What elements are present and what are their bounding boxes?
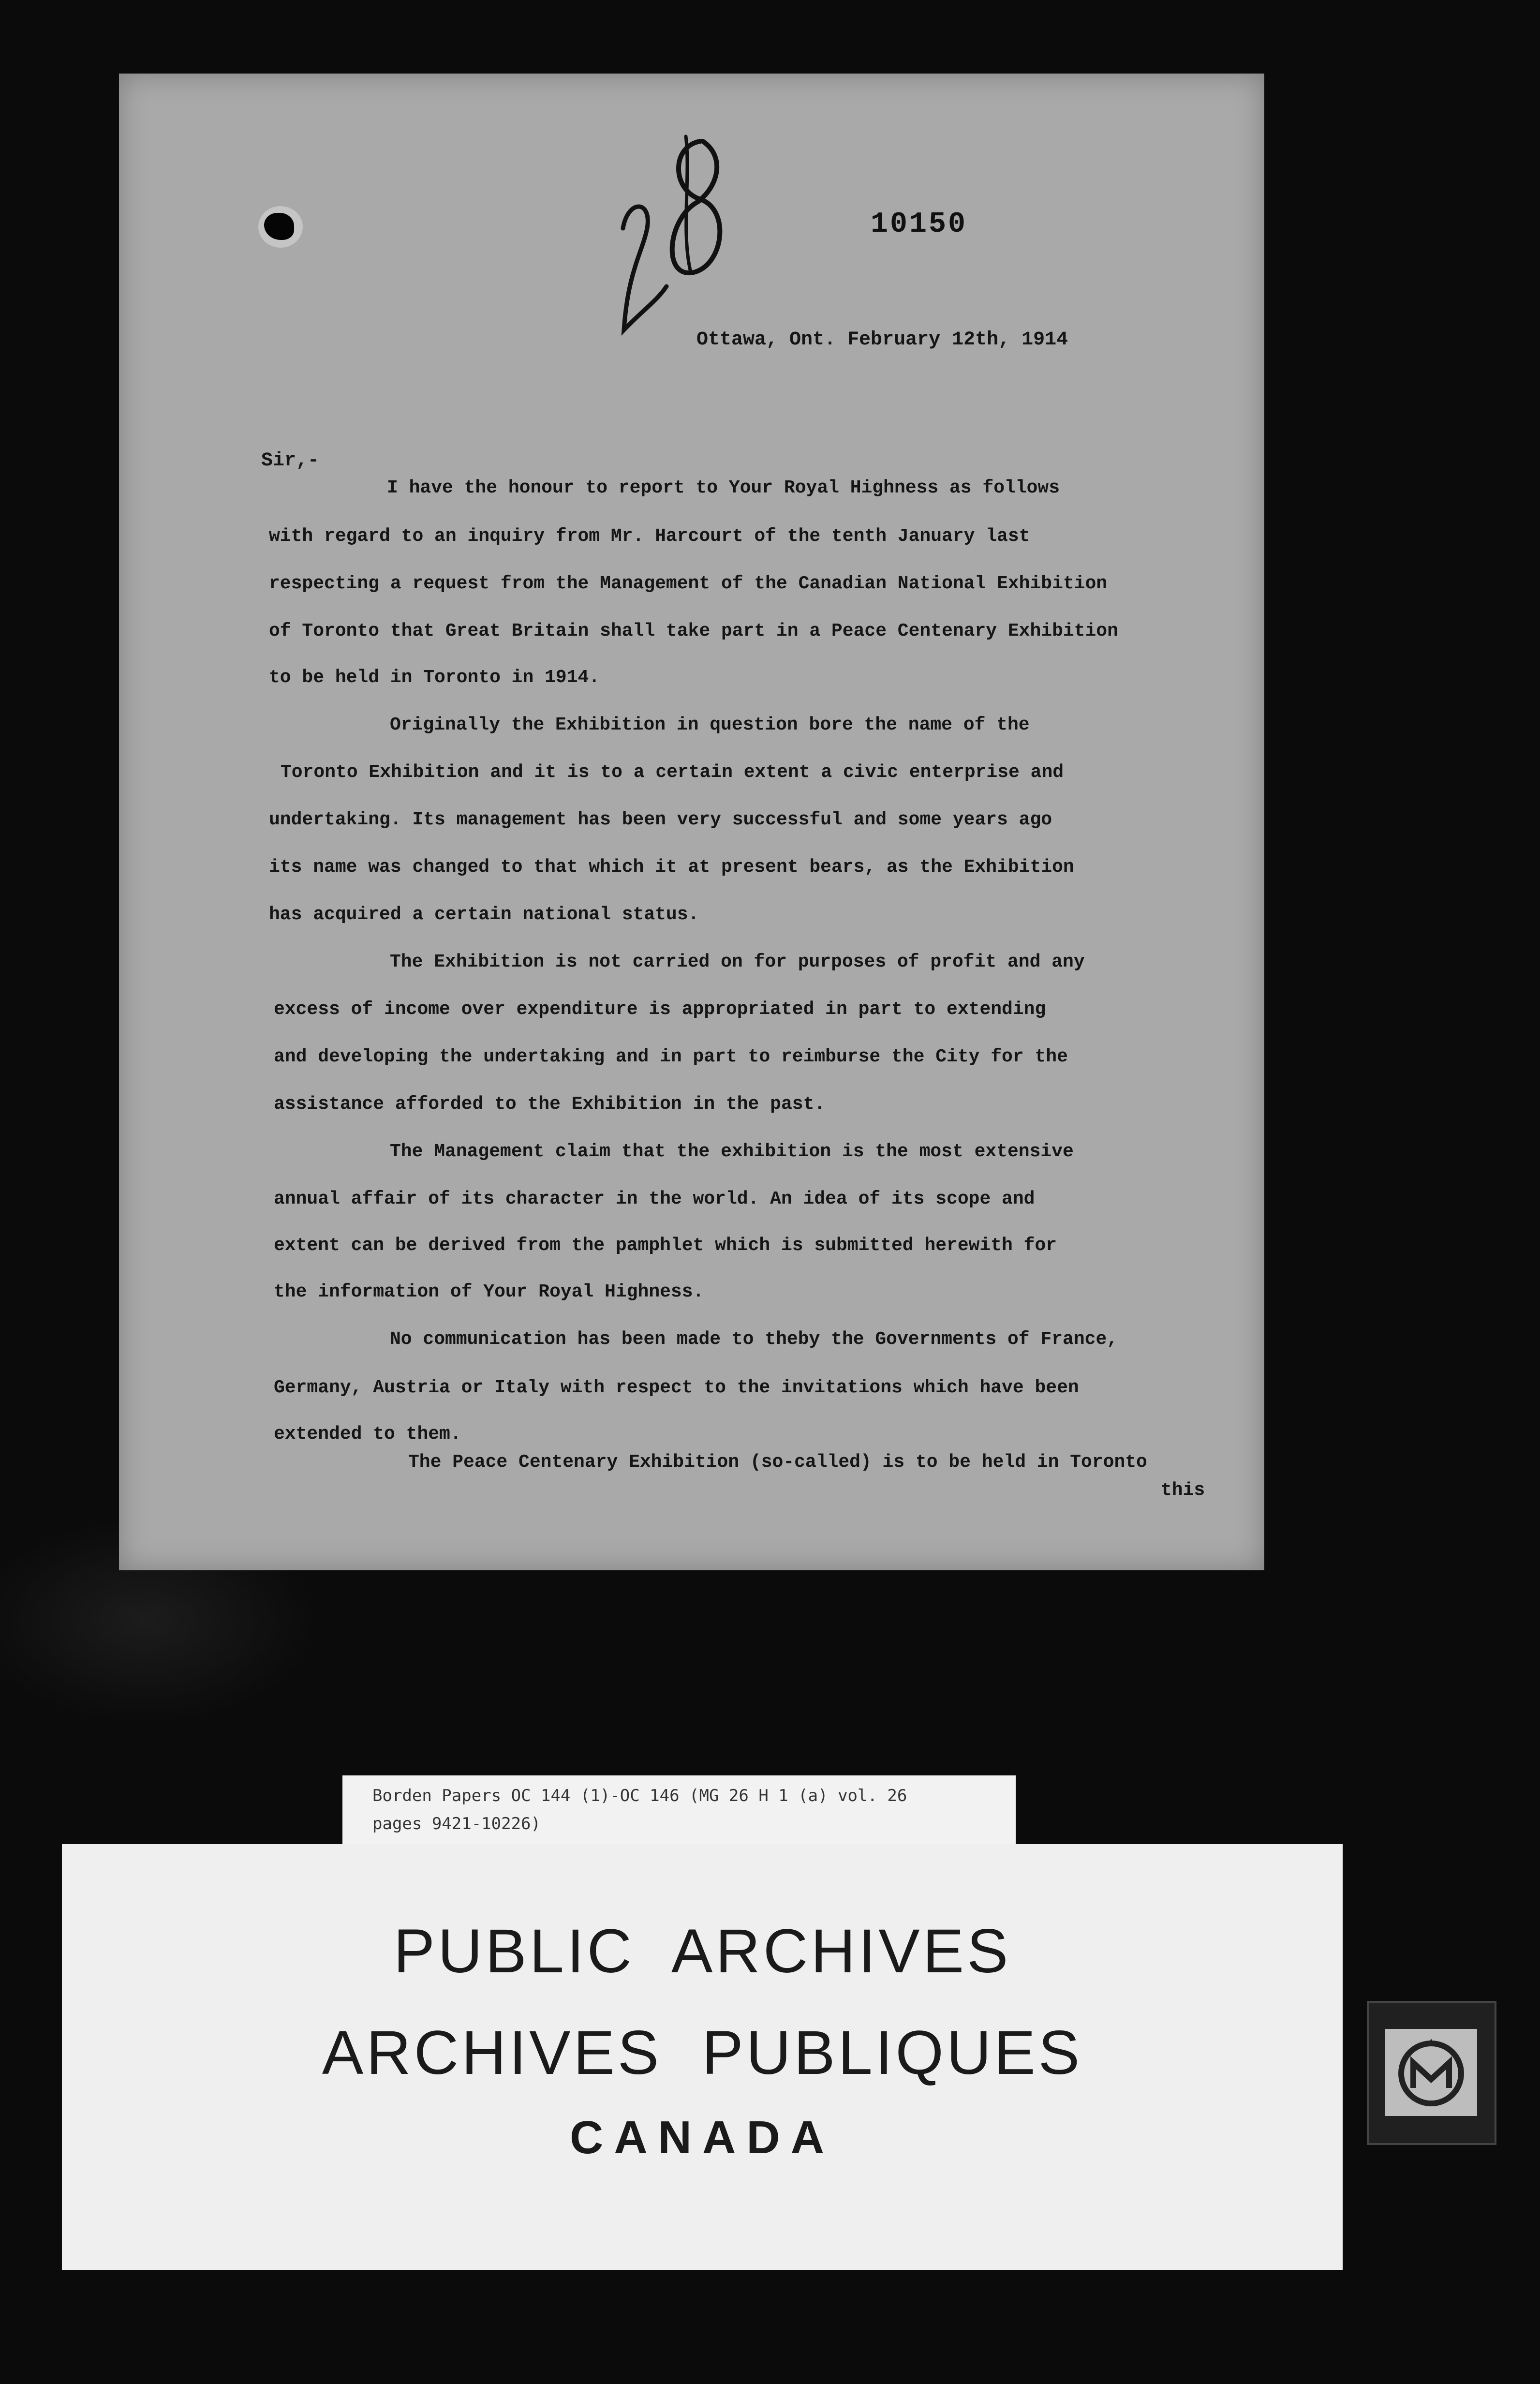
archives-title-english: PUBLIC ARCHIVES [393,1917,1011,1986]
letter-line: I have the honour to report to Your Royal Highness as follows [387,477,1060,498]
reference-label-line: pages 9421-10226) [372,1814,541,1833]
document-number: 10150 [871,208,968,241]
letter-line: respecting a request from the Management of the Canadian National Exhibition [269,573,1108,594]
seal-emblem-icon [1385,2029,1477,2116]
reference-label [342,1775,1016,1849]
letter-line: this [1161,1480,1205,1501]
letter-line: and developing the undertaking and in part to reimburse the City for the [274,1046,1068,1067]
archives-card [62,1844,1343,2270]
letter-line: undertaking. Its management has been very successful and some years ago [269,809,1052,830]
letter-line: Toronto Exhibition and it is to a certain extent a civic enterprise and [281,762,1064,783]
letter-line: the information of Your Royal Highness. [274,1281,704,1302]
letter-line: to be held in Toronto in 1914. [269,667,600,688]
letter-line: assistance afforded to the Exhibition in the past. [274,1094,826,1115]
letter-line: has acquired a certain national status. [269,904,699,925]
letter-line: of Toronto that Great Britain shall take part in a Peace Centenary Exhibition [269,621,1118,641]
letter-line: its name was changed to that which it at present bears, as the Exhibition [269,857,1074,878]
letter-line: with regard to an inquiry from Mr. Harcourt of the tenth January last [269,526,1030,547]
letter-line: annual affair of its character in the world. An idea of its scope and [274,1189,1035,1209]
letter-line: Originally the Exhibition in question bore the name of the [390,715,1030,735]
letter-line: The Exhibition is not carried on for purposes of profit and any [390,952,1085,972]
archives-country: CANADA [570,2112,835,2163]
archives-seal [1367,2001,1496,2145]
dateline: Ottawa, Ont. February 12th, 1914 [696,329,1068,351]
letter-line: The Management claim that the exhibition is the most extensive [390,1141,1074,1162]
letter-line: No communication has been made to theby the Governments of France, [390,1329,1118,1350]
letter-line: Germany, Austria or Italy with respect to the invitations which have been [274,1377,1079,1398]
letter-line: The Peace Centenary Exhibition (so-called) is to be held in Toronto [408,1452,1147,1473]
salutation: Sir,- [261,450,320,472]
letter-line: extended to them. [274,1424,461,1445]
archives-title-french: ARCHIVES PUBLIQUES [322,2018,1083,2087]
letter-line: excess of income over expenditure is appropriated in part to extending [274,999,1046,1020]
reference-label-line: Borden Papers OC 144 (1)-OC 146 (MG 26 H 1 (a) vol. 26 [372,1786,907,1805]
handwritten-number [613,127,739,349]
letter-line: extent can be derived from the pamphlet which is submitted herewith for [274,1235,1057,1256]
